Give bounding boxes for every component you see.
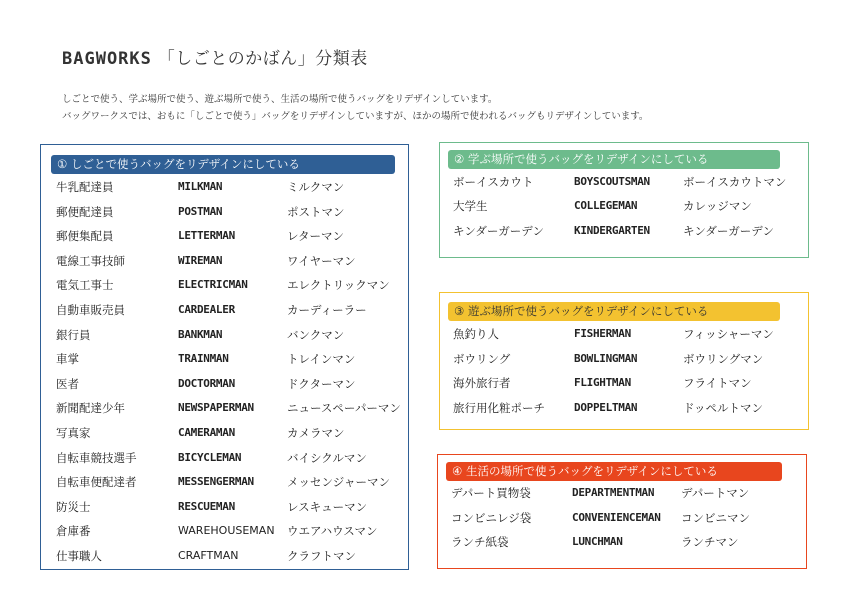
bag-name-katakana: ワイヤーマン (287, 253, 356, 268)
work-row (56, 349, 406, 369)
bag-name-katakana: ニュースペーパーマン (287, 401, 401, 416)
work-section (40, 144, 409, 570)
role-japanese: デパート買物袋 (451, 486, 531, 500)
play-section-header: ③ 遊ぶ場所で使うバッグをリデザインにしている (448, 302, 780, 321)
work-row (56, 226, 406, 246)
play-row (453, 398, 803, 418)
bag-name-katakana: バンクマン (287, 327, 345, 342)
bag-name-katakana: カメラマン (287, 426, 345, 440)
life-row (451, 532, 801, 552)
play-section (439, 292, 809, 430)
play-row (453, 373, 803, 393)
bag-name-english: ELECTRICMAN (178, 278, 248, 292)
bag-name-katakana: ウエアハウスマン (287, 524, 378, 539)
work-row (56, 275, 406, 295)
bag-name-english: DOPPELTMAN (574, 400, 638, 414)
intro-line-1: しごとで使う、学ぶ場所で使う、遊ぶ場所で使う、生活の場所で使うバッグをリデザインしています。 (62, 94, 498, 105)
bag-name-katakana: ボウリングマン (683, 351, 764, 366)
bag-name-english: BICYCLEMAN (178, 450, 242, 464)
role-japanese: 車掌 (56, 352, 79, 367)
work-row (56, 472, 406, 492)
learn-section (439, 142, 809, 258)
bag-name-katakana: クラフトマン (287, 549, 356, 563)
bag-name-english: CONVENIENCEMAN (572, 510, 661, 524)
bag-name-english: FLIGHTMAN (574, 376, 631, 389)
bag-name-katakana: ポストマン (287, 204, 345, 219)
work-row (56, 521, 406, 541)
bag-name-english: WAREHOUSEMAN (178, 524, 275, 538)
bag-name-english: CARDEALER (178, 303, 235, 316)
bag-name-katakana: エレクトリックマン (287, 278, 390, 293)
play-row (453, 324, 803, 344)
role-japanese: 魚釣り人 (453, 327, 499, 341)
bag-name-katakana: ボーイスカウトマン (683, 175, 787, 189)
bag-name-katakana: レターマン (287, 229, 345, 244)
role-japanese: ランチ紙袋 (451, 535, 509, 550)
role-japanese: 仕事職人 (56, 549, 102, 563)
role-japanese: 電気工事士 (56, 278, 114, 293)
role-japanese: 大学生 (453, 199, 488, 214)
bag-name-english: RESCUEMAN (178, 499, 235, 513)
title-text: 「しごとのかばん」分類表 (157, 49, 368, 69)
role-japanese: キンダーガーデン (453, 223, 544, 238)
role-japanese: 牛乳配達員 (56, 180, 114, 194)
bag-name-katakana: カーディーラー (287, 303, 367, 317)
work-row (56, 251, 406, 271)
role-japanese: 電線工事技師 (56, 253, 125, 268)
bag-name-english: FISHERMAN (574, 327, 631, 340)
bag-name-english: BOYSCOUTSMAN (574, 175, 650, 188)
role-japanese: 新聞配達少年 (56, 401, 125, 416)
role-japanese: 医者 (56, 376, 79, 391)
learn-row (453, 221, 803, 241)
bag-name-katakana: ランチマン (681, 535, 739, 550)
bag-name-katakana: ドッペルトマン (683, 400, 764, 415)
bag-name-katakana: メッセンジャーマン (287, 475, 390, 490)
brand-name: BAGWORKS (62, 49, 152, 69)
work-row (56, 202, 406, 222)
work-row (56, 374, 406, 394)
life-row (451, 508, 801, 528)
role-japanese: 銀行員 (56, 327, 91, 342)
bag-name-katakana: デパートマン (681, 486, 750, 500)
bag-name-english: NEWSPAPERMAN (178, 401, 254, 415)
role-japanese: 海外旅行者 (453, 376, 511, 390)
bag-name-english: COLLEGEMAN (574, 199, 638, 213)
work-row (56, 300, 406, 320)
role-japanese: 写真家 (56, 426, 91, 440)
bag-name-katakana: レスキューマン (287, 499, 368, 514)
bag-name-katakana: ドクターマン (287, 376, 356, 391)
bag-name-katakana: カレッジマン (683, 199, 752, 214)
role-japanese: ボウリング (453, 351, 511, 366)
work-row (56, 546, 406, 566)
bag-name-english: BOWLINGMAN (574, 351, 638, 365)
work-row (56, 423, 406, 443)
bag-name-katakana: ミルクマン (287, 180, 345, 194)
role-japanese: 旅行用化粧ポーチ (453, 400, 545, 415)
page-title (62, 44, 368, 69)
role-japanese: 倉庫番 (56, 524, 91, 539)
bag-name-katakana: フライトマン (683, 376, 752, 390)
bag-name-english: POSTMAN (178, 204, 223, 218)
bag-name-katakana: フィッシャーマン (683, 327, 774, 341)
bag-name-english: CAMERAMAN (178, 426, 235, 439)
role-japanese: コンビニレジ袋 (451, 510, 532, 525)
bag-name-english: BANKMAN (178, 327, 223, 341)
role-japanese: 自転車競技選手 (56, 450, 137, 465)
role-japanese: 自転車便配達者 (56, 475, 137, 490)
bag-name-katakana: バイシクルマン (287, 450, 367, 465)
bag-name-english: LETTERMAN (178, 229, 235, 243)
bag-name-english: TRAINMAN (178, 352, 229, 366)
life-section (437, 454, 807, 569)
bag-name-english: MESSENGERMAN (178, 475, 254, 489)
intro-line-2: バッグワークスでは、おもに「しごとで使う」バッグをリデザインしていますが、ほかの場所で使われるバッグもリデザインしています。 (62, 111, 649, 122)
bag-name-english: DOCTORMAN (178, 376, 235, 390)
bag-name-katakana: コンビニマン (681, 510, 750, 525)
learn-section-header: ② 学ぶ場所で使うバッグをリデザインにしている (448, 150, 780, 169)
role-japanese: 郵便配達員 (56, 204, 114, 219)
bag-name-english: WIREMAN (178, 253, 223, 267)
bag-name-english: CRAFTMAN (178, 549, 239, 562)
life-section-header: ④ 生活の場所で使うバッグをリデザインにしている (446, 462, 782, 481)
learn-row (453, 172, 803, 192)
role-japanese: ボーイスカウト (453, 175, 534, 189)
work-row (56, 325, 406, 345)
bag-name-english: DEPARTMENTMAN (572, 486, 655, 499)
work-row (56, 448, 406, 468)
learn-row (453, 196, 803, 216)
bag-name-english: LUNCHMAN (572, 535, 623, 549)
work-row (56, 398, 406, 418)
bag-name-english: KINDERGARTEN (574, 223, 650, 237)
work-row (56, 177, 406, 197)
bag-name-katakana: トレインマン (287, 352, 356, 367)
work-row (56, 497, 406, 517)
role-japanese: 防災士 (56, 499, 91, 514)
role-japanese: 郵便集配員 (56, 229, 114, 244)
role-japanese: 自動車販売員 (56, 303, 125, 317)
life-row (451, 483, 801, 503)
play-row (453, 349, 803, 369)
bag-name-katakana: キンダーガーデン (683, 223, 774, 238)
bag-name-english: MILKMAN (178, 180, 223, 193)
work-section-header: ① しごとで使うバッグをリデザインにしている (51, 155, 395, 174)
